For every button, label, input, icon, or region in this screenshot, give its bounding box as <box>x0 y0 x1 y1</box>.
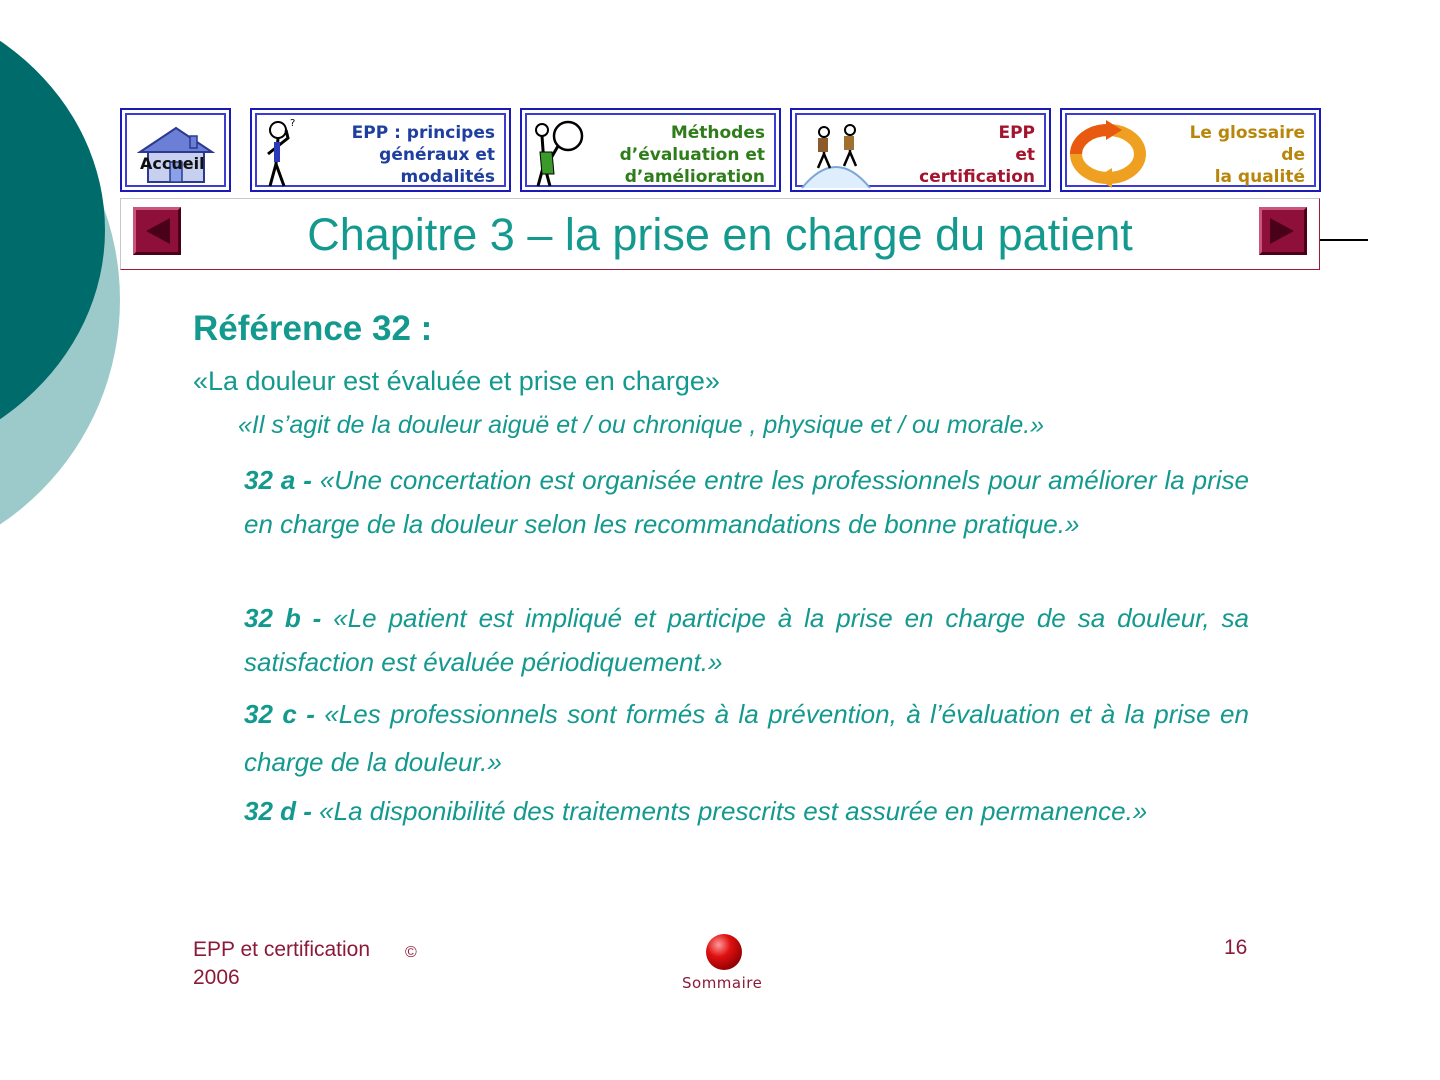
chapter-title-bar <box>120 198 1320 270</box>
nav-epp-certification-label <box>919 122 1035 188</box>
chapter-title: Chapitre 3 – la prise en charge du patient <box>307 209 1133 260</box>
copyright-symbol: © <box>405 944 417 961</box>
criterion-32a <box>244 458 1249 546</box>
thinking-person-icon <box>258 116 308 195</box>
right-arrow-icon <box>1268 216 1298 246</box>
nav-methodes-label <box>620 122 765 188</box>
footer-line1: EPP et certification <box>193 938 371 961</box>
criterion-code: 32 b - <box>244 603 322 633</box>
nav-epp-principes-line2: généraux et <box>379 145 495 165</box>
nav-epp-certification-line1: EPP <box>998 123 1035 143</box>
sommaire-link[interactable]: Sommaire <box>682 974 763 992</box>
nav-methodes-button[interactable] <box>520 108 781 192</box>
two-people-icon <box>798 116 876 195</box>
footer-credits <box>193 936 370 992</box>
magnifier-person-icon <box>528 116 588 195</box>
criterion-text: «Les professionnels sont formés à la prévention, à l’évaluation et à la prise en charge de la douleur.» <box>244 699 1249 777</box>
page-number: 16 <box>1224 936 1248 959</box>
svg-text:?: ? <box>290 118 296 129</box>
nav-methodes-line1: Méthodes <box>670 123 765 143</box>
criterion-code: 32 c - <box>244 699 315 729</box>
reference-note: «Il s’agit de la douleur aiguë et / ou chronique , physique et / ou morale.» <box>238 411 1045 439</box>
reference-subtitle: «La douleur est évaluée et prise en charge» <box>193 366 720 396</box>
nav-epp-certification-line3: certification <box>919 167 1035 187</box>
criterion-32b <box>244 596 1249 684</box>
nav-accueil-button[interactable] <box>120 108 231 192</box>
nav-glossaire-line3: la qualité <box>1214 167 1305 187</box>
nav-methodes-line2: d’évaluation et <box>619 145 765 165</box>
criterion-code: 32 a - <box>244 465 312 495</box>
title-divider-line <box>1320 239 1368 241</box>
criterion-text: «Une concertation est organisée entre les professionnels pour améliorer la prise en charge de la douleur selon les recommandations de bonne pratique.» <box>244 465 1249 539</box>
cycle-arrows-icon <box>1068 116 1148 195</box>
criterion-text: «Le patient est impliqué et participe à la prise en charge de sa douleur, sa satisfaction est évaluée périodiquement.» <box>244 603 1249 677</box>
nav-methodes-line3: d’amélioration <box>624 167 765 187</box>
nav-glossaire-label <box>1190 122 1305 188</box>
nav-epp-principes-line3: modalités <box>400 167 495 187</box>
nav-glossaire-line2: de <box>1281 145 1305 165</box>
nav-epp-principes-label <box>352 122 495 188</box>
nav-accueil-label: Accueil <box>140 154 205 173</box>
nav-glossaire-button[interactable] <box>1060 108 1321 192</box>
criterion-32c <box>244 690 1249 786</box>
nav-epp-principes-button[interactable] <box>250 108 511 192</box>
sommaire-ball-icon[interactable] <box>706 934 742 970</box>
criterion-32d <box>244 789 1249 833</box>
nav-epp-certification-button[interactable] <box>790 108 1051 192</box>
next-slide-button[interactable] <box>1259 207 1307 255</box>
nav-glossaire-line1: Le glossaire <box>1189 123 1305 143</box>
footer-line2: 2006 <box>193 966 240 989</box>
reference-heading: Référence 32 : <box>193 309 433 348</box>
criterion-text: «La disponibilité des traitements prescrits est assurée en permanence.» <box>319 796 1148 826</box>
nav-epp-principes-line1: EPP : principes <box>351 123 495 143</box>
nav-epp-certification-line2: et <box>1015 145 1035 165</box>
criterion-code: 32 d - <box>244 796 312 826</box>
